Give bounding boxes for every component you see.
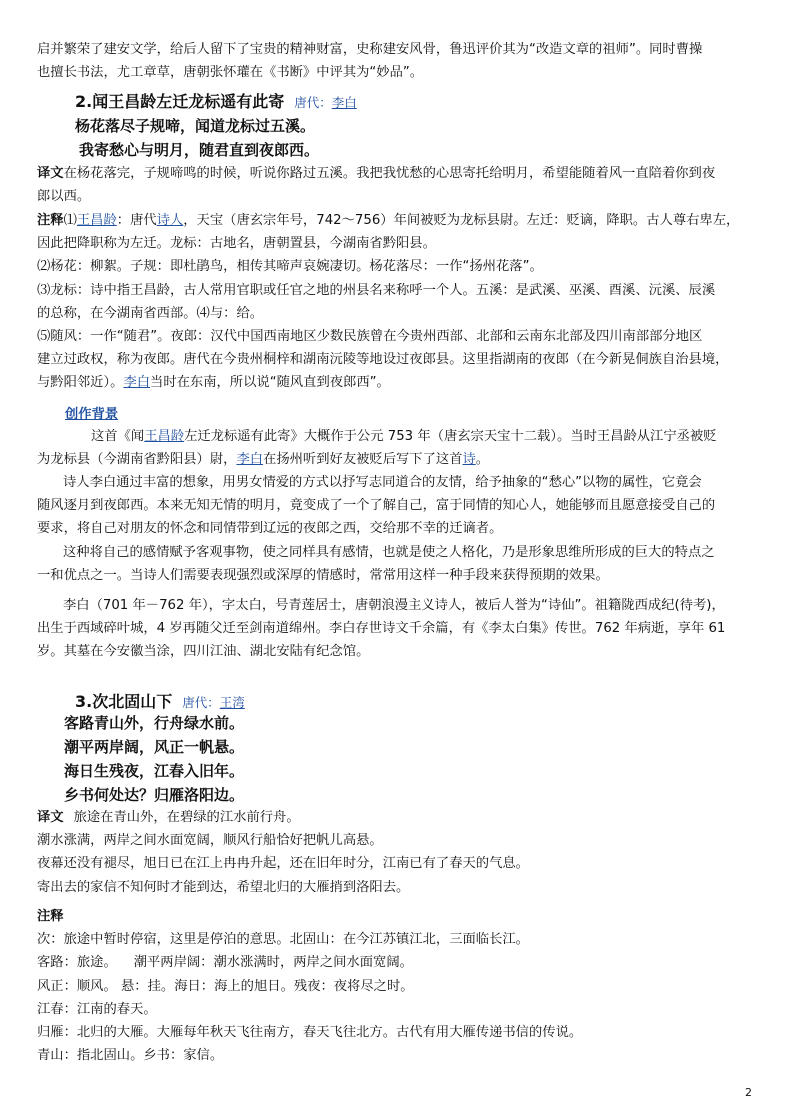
link-poem[interactable]: 诗 [462, 452, 476, 468]
bg-text: 。 [475, 452, 490, 468]
translation-text: 旅途在青山外，在碧绿的江水前行舟。 [73, 810, 300, 825]
note-text: 次：旅途中暂时停宿，这里是停泊的意思。北固山：在今江苏镇江北，三面临长江。 [37, 932, 529, 948]
bg-text: 为龙标县（今湖南省黔阳县）尉， [37, 452, 237, 468]
bg-text: 这首《闻 [91, 429, 145, 444]
poem-line: 我寄愁心与明月，随君直到夜郎西。 [79, 141, 320, 159]
link-wang-changling[interactable]: 王昌龄 [144, 429, 185, 444]
note-text: 与黔阳邻近）。 [37, 375, 124, 391]
notes-label: 注释 [37, 909, 64, 924]
note-text: 因此把降职称为左迁。龙标：古地名，唐朝置县，今湖南省黔阳县。 [37, 236, 436, 252]
note-text: 当时在东南，所以说“随风直到夜郎西”。 [150, 375, 390, 391]
bg-text: 岁。其墓在今安徽当涂，四川江油、湖北安陆有纪念馆。 [37, 644, 370, 660]
bg-text: 诗人李白通过丰富的想象，用男女情爱的方式以抒写志同道合的友情，给予抽象的“愁心”以物的属性，它竟会 [63, 475, 702, 490]
link-li-bai[interactable]: 李白 [236, 452, 264, 468]
poem3-dynasty [182, 695, 245, 710]
intro-paragraph [37, 38, 757, 84]
dynasty-label: 唐代： [182, 695, 220, 710]
notes-label: 注释 [37, 213, 64, 228]
poem-line: 潮平两岸阔，风正一帆悬。 [64, 738, 245, 756]
bg-text: 这种将自己的感情赋予客观事物，使之同样具有感情，也就是使之人格化，乃是形象思维所形成的巨大的特点之 [63, 545, 715, 560]
poem3-title: 3.次北固山下 [75, 692, 173, 711]
page-number: 2 [745, 1086, 752, 1099]
note-text: 客路：旅途。 潮平两岸阔：潮水涨满时，两岸之间水面宽阔。 [37, 955, 413, 971]
link-wang-changling[interactable]: 王昌龄 [76, 213, 117, 228]
poem2-translation [37, 162, 757, 208]
translation-text: 寄出去的家信不知何时才能到达，希望北归的大雁捎到洛阳去。 [37, 879, 410, 895]
poem3-notes [37, 905, 757, 1067]
note-text: 青山：指北固山。乡书：家信。 [37, 1048, 224, 1064]
link-poet[interactable]: 诗人 [156, 213, 184, 228]
note-text: ⑵杨花：柳絮。子规：即杜鹃鸟，相传其啼声哀婉凄切。杨花落尽：一作“扬州花落”。 [37, 259, 543, 275]
intro-line: 也擅长书法，尤工章草，唐朝张怀瓘在《书断》中评其为“妙品”。 [37, 65, 424, 81]
poem2-verse [75, 114, 319, 162]
note-number: ⑴ [63, 213, 77, 228]
translation-label: 译文 [37, 810, 64, 825]
background-paragraph-3 [37, 541, 757, 587]
poem2-title-row [75, 89, 357, 112]
translation-text: 夜幕还没有褪尽，旭日已在江上冉冉升起，还在旧年时分，江南已有了春天的气息。 [37, 856, 529, 872]
poem-line: 海日生残夜，江春入旧年。 [64, 762, 245, 780]
poem2-author-link[interactable]: 李白 [331, 95, 357, 110]
note-text: 江春：江南的春天。 [37, 1001, 157, 1017]
translation-text: 在杨花落完，子规啼鸣的时候，听说你路过五溪。我把我忧愁的心思寄托给明月，希望能随着风一直陪着你到夜 [63, 166, 716, 181]
poem3-verse [64, 711, 244, 807]
note-text: ，天宝（唐玄宗年号，742～756）年间被贬为龙标县尉。左迁：贬谪，降职。古人尊右卑左， [183, 213, 740, 228]
note-text: ：唐代 [116, 213, 157, 228]
intro-line: 启并繁荣了建安文学，给后人留下了宝贵的精神财富，史称建安风骨，鲁迅评价其为“改造文章的祖师”。同时曹操 [37, 42, 703, 57]
note-text: 归雁：北归的大雁。大雁每年秋天飞往南方，春天飞往北方。古代有用大雁传递书信的传说。 [37, 1025, 583, 1041]
bg-text: 在扬州听到好友被贬后写下了这首 [263, 452, 463, 468]
poem3-translation [37, 806, 757, 899]
note-text: 的总称，在今湖南省西部。⑷与：给。 [37, 305, 264, 321]
note-text: ⑸随风：一作“随君”。夜郎：汉代中国西南地区少数民族曾在今贵州西部、北部和云南东北部及四川南部部分地区 [37, 329, 703, 345]
poem-line: 客路青山外，行舟绿水前。 [64, 714, 245, 732]
poem2-dynasty [294, 95, 357, 110]
bg-text: 出生于西域碎叶城，4 岁再随父迁至剑南道绵州。李白存世诗文千余篇，有《李太白集》传世。762 年病逝，享年 61 [37, 621, 726, 637]
poem2-title: 2.闻王昌龄左迁龙标遥有此寄 [75, 92, 285, 111]
poem3-author-link[interactable]: 王湾 [219, 695, 245, 710]
background-paragraph-4 [37, 594, 757, 664]
dynasty-label: 唐代： [294, 95, 332, 110]
poem-line: 乡书何处达？归雁洛阳边。 [64, 786, 245, 804]
bg-text: 随风逐月到夜郎西。本来无知无情的明月，竟变成了一个了解自己，富于同情的知心人，她能够而且愿意接受自己的 [37, 498, 716, 514]
note-text: ⑶龙标：诗中指王昌龄，古人常用官职或任官之地的州县名来称呼一个人。五溪：是武溪、巫溪、酉溪、沅溪、辰溪 [37, 282, 716, 298]
poem-line: 杨花落尽子规啼，闻道龙标过五溪。 [75, 117, 316, 135]
background-paragraph-1 [37, 425, 757, 471]
translation-text: 潮水涨满，两岸之间水面宽阔，顺风行船恰好把帆儿高悬。 [37, 833, 383, 849]
poem2-notes [37, 209, 757, 395]
bg-text: 要求，将自己对朋友的怀念和同情带到辽远的夜郎之西，交给那不幸的迁谪者。 [37, 521, 503, 537]
link-li-bai[interactable]: 李白 [123, 375, 151, 391]
note-text: 风正：顺风。 悬：挂。海日：海上的旭日。残夜：夜将尽之时。 [37, 978, 414, 994]
bg-text: 李白（701 年－762 年），字太白，号青莲居士，唐朝浪漫主义诗人，被后人誉为“诗仙”。祖籍陇西成纪(待考)， [63, 598, 725, 613]
background-heading[interactable]: 创作背景 [65, 407, 119, 422]
note-text: 建立过政权，称为夜郎。唐代在今贵州桐梓和湖南沅陵等地设过夜郎县。这里指湖南的夜郎（在今新晃侗族自治县境， [37, 352, 729, 368]
bg-text: 一和优点之一。当诗人们需要表现强烈或深厚的情感时，常常用这样一种手段来获得预期的效果。 [37, 568, 609, 584]
background-paragraph-2 [37, 471, 757, 541]
poem3-title-row [75, 689, 245, 712]
translation-text: 郎以西。 [37, 189, 91, 205]
translation-label: 译文 [37, 166, 64, 181]
bg-text: 左迁龙标遥有此寄》大概作于公元 753 年（唐玄宗天宝十二载）。当时王昌龄从江宁丞被贬 [184, 429, 717, 444]
